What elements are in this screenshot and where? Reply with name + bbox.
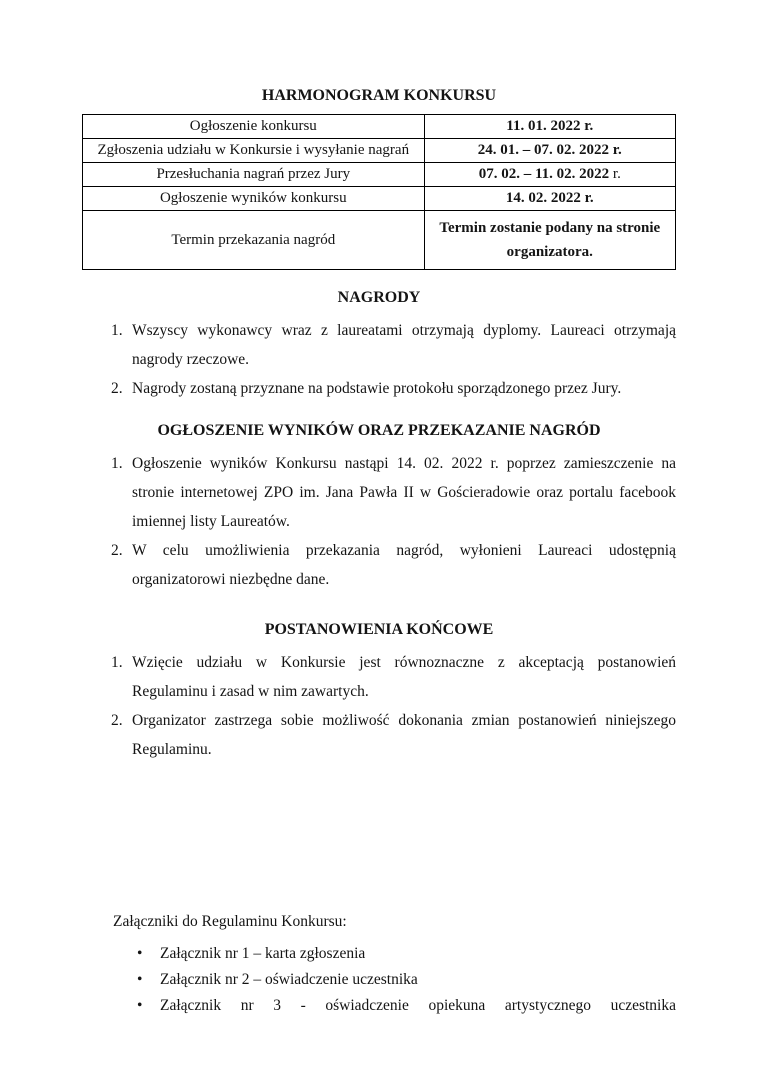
schedule-title: HARMONOGRAM KONKURSU	[261, 87, 497, 104]
row-value	[424, 139, 675, 163]
section-title: POSTANOWIENIA KOŃCOWE	[264, 621, 494, 638]
section-ogloszenie-wynikow	[82, 421, 676, 594]
list-item-text: Wszyscy wykonawcy wraz z laureatami otrzymają dyplomy. Laureaci otrzymają nagrody rzeczowe.	[132, 322, 676, 368]
row-value-bold: Termin zostanie podany na stronie organizatora.	[439, 220, 661, 260]
bullet-item	[82, 941, 676, 967]
list-item	[82, 536, 676, 594]
list-item-number: 1.	[111, 322, 123, 339]
bullet-icon: •	[137, 945, 143, 962]
bullet-icon: •	[137, 997, 143, 1014]
list-item-number: 1.	[111, 455, 123, 472]
row-value-bold: 11. 01. 2022 r.	[506, 118, 594, 134]
row-value-bold: 07. 02. – 11. 02. 2022	[478, 166, 610, 182]
section-title: NAGRODY	[337, 289, 421, 306]
list-item-text: Ogłoszenie wyników Konkursu nastąpi 14. 02. 2022 r. poprzez zamieszczenie na stronie internetowej ZPO im. Jana Pawła II w Gościeradowie oraz portalu facebook imiennej listy Laureatów.	[132, 455, 676, 530]
list-item-text: Organizator zastrzega sobie możliwość dokonania zmian postanowień niniejszego Regulaminu.	[132, 712, 676, 758]
table-row	[83, 187, 676, 211]
row-label: Przesłuchania nagrań przez Jury	[83, 163, 425, 187]
bullet-text: Załącznik nr 3 - oświadczenie opiekuna artystycznego uczestnika	[160, 997, 676, 1014]
list-item-number: 2.	[111, 542, 123, 559]
list-item	[82, 706, 676, 764]
row-label: Zgłoszenia udziału w Konkursie i wysyłanie nagrań	[83, 139, 425, 163]
row-value	[424, 115, 675, 139]
list-item-number: 2.	[111, 712, 123, 729]
row-label: Termin przekazania nagród	[83, 211, 425, 270]
list-item-text: W celu umożliwienia przekazania nagród, wyłonieni Laureaci udostępnią organizatorowi niezbędne dane.	[132, 542, 676, 588]
attachments-list	[82, 941, 676, 1019]
attachments-label: Załączniki do Regulaminu Konkursu:	[113, 913, 347, 930]
list-item-text: Nagrody zostaną przyznane na podstawie protokołu sporządzonego przez Jury.	[132, 380, 622, 397]
numbered-list	[82, 449, 676, 594]
row-value	[424, 187, 675, 211]
list-item	[82, 316, 676, 374]
list-item-number: 2.	[111, 380, 123, 397]
table-row	[83, 115, 676, 139]
section-postanowienia-koncowe	[82, 620, 676, 764]
table-row	[83, 163, 676, 187]
bullet-text: Załącznik nr 2 – oświadczenie uczestnika	[160, 971, 418, 988]
schedule-table	[82, 114, 676, 270]
bullet-icon: •	[137, 971, 143, 988]
bullet-text: Załącznik nr 1 – karta zgłoszenia	[160, 945, 366, 962]
attachments	[82, 912, 676, 1019]
table-row	[83, 211, 676, 270]
numbered-list	[82, 316, 676, 403]
list-item	[82, 449, 676, 536]
row-value	[424, 211, 675, 270]
section-nagrody	[82, 288, 676, 403]
list-item-number: 1.	[111, 654, 123, 671]
row-label: Ogłoszenie wyników konkursu	[83, 187, 425, 211]
bullet-item	[82, 967, 676, 993]
table-row	[83, 139, 676, 163]
row-value-plain: r.	[609, 166, 621, 182]
bullet-item	[82, 993, 676, 1019]
row-value-bold: 24. 01. – 07. 02. 2022 r.	[477, 142, 622, 158]
list-item	[82, 374, 676, 403]
row-label: Ogłoszenie konkursu	[83, 115, 425, 139]
list-item-text: Wzięcie udziału w Konkursie jest równoznaczne z akceptacją postanowień Regulaminu i zasad w nim zawartych.	[132, 654, 676, 700]
row-value	[424, 163, 675, 187]
numbered-list	[82, 648, 676, 764]
list-item	[82, 648, 676, 706]
row-value-bold: 14. 02. 2022 r.	[505, 190, 594, 206]
section-title: OGŁOSZENIE WYNIKÓW ORAZ PRZEKAZANIE NAGRÓD	[157, 422, 601, 439]
